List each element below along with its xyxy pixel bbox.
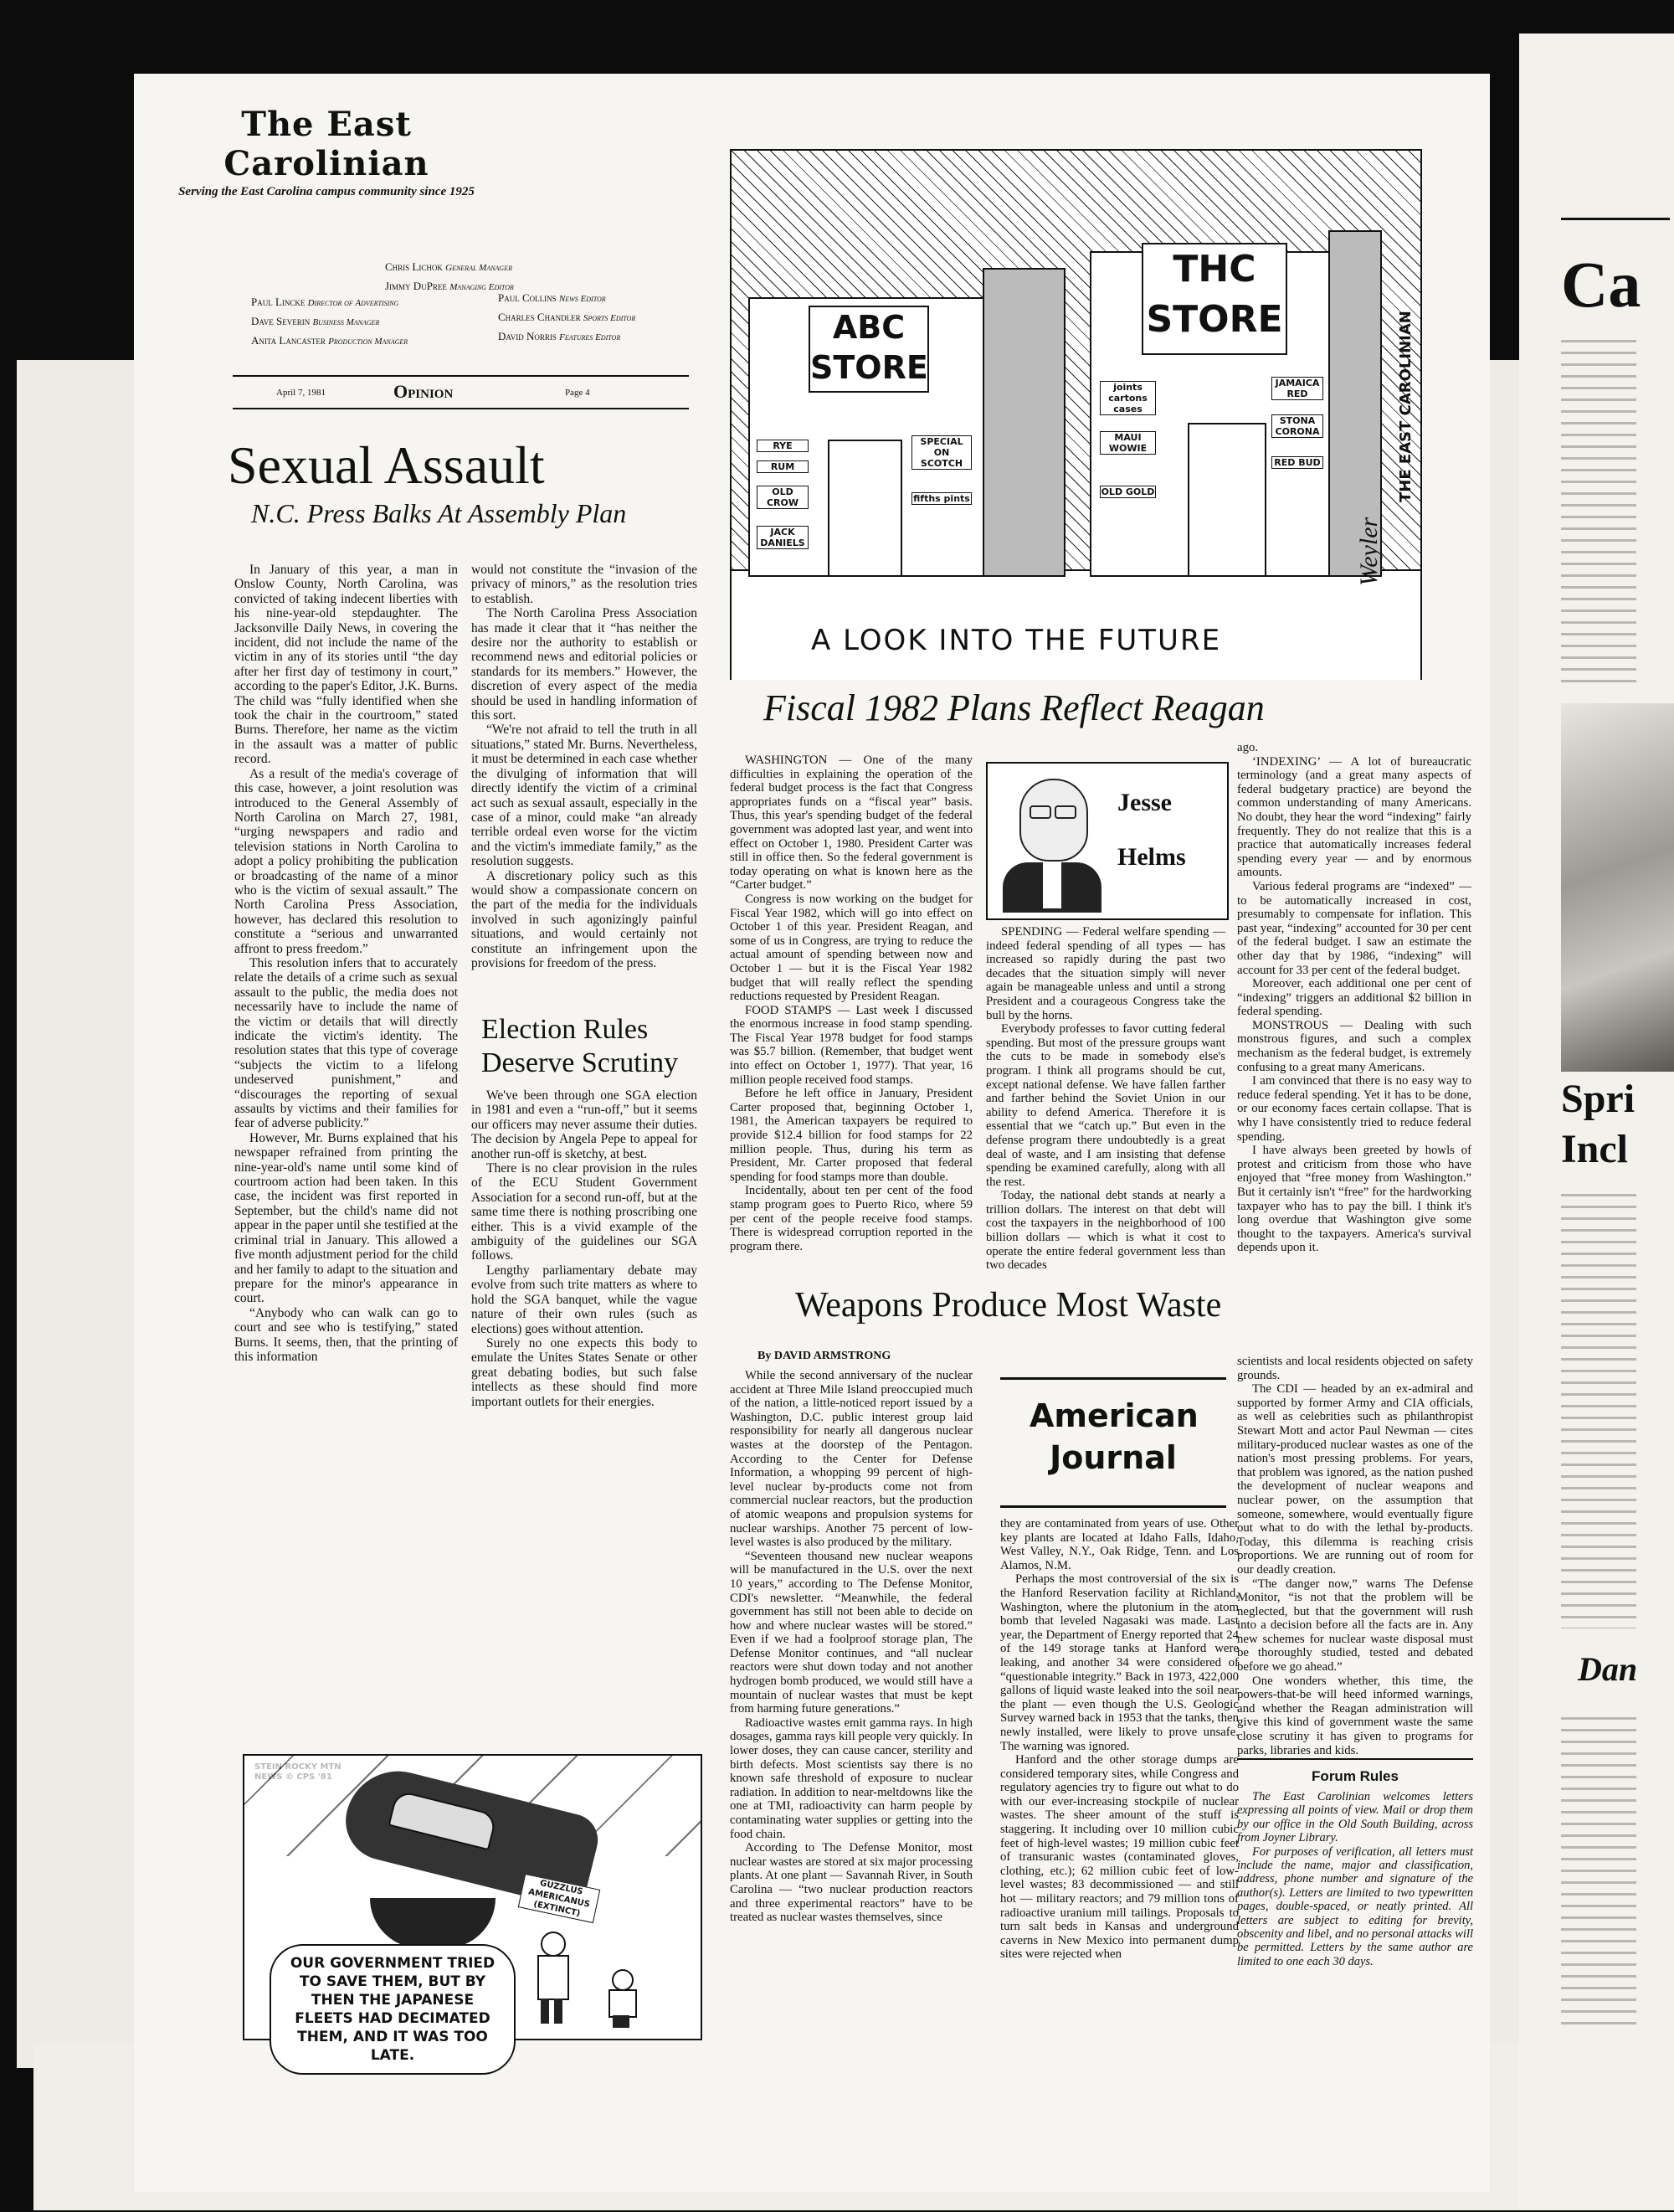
paragraph: Surely no one expects this body to emulate the Unites States Senate or other great debating bodies, but such false intellects as these should find more important outlets for their energies. (471, 1335, 697, 1409)
whale-tail (370, 1898, 496, 1948)
guzzlus-tag: GUZZLUS AMERICANUS (EXTINCT) (518, 1874, 601, 1923)
paragraph: For purposes of verification, all letters must include the name, major and classification, address, phone number and signature of the author(s). Letters are limited to two typewritten pages, double-spaced, or neatly printed. All letters are subject to editing for brevity, obscenity and libel, and no personal attacks will be permitted. Letters by the same author are limited to one each 30 days. (1237, 1844, 1473, 1968)
paragraph: they are contaminated from years of use. Other key plants are located at Idaho Falls, Idaho, West Valley, N.Y., Oak Ridge, Tenn. and Los Alamos, N.M. (1000, 1517, 1239, 1572)
paragraph: Before he left office in January, President Carter proposed that, beginning October 1, 1981, the American taxpayers be required to provide $12.4 billion for food stamps for 22 million people. Thus, during his term as President, Mr. Carter proposed that federal spending for food stamps more than double. (730, 1087, 973, 1184)
cartoon-caption: A LOOK INTO THE FUTURE (811, 624, 1222, 657)
folio-page: Page 4 (565, 388, 590, 398)
paragraph: While the second anniversary of the nuclear accident at Three Mile Island preoccupied much of the nation, a little-noticed report issued by a Washington, D.C. public interest group laid responsibility for nearly all dangerous nuclear wastes at the doorstep of the Pentagon. According to the Center for Defense Information, a whopping 99 percent of high-level nuclear by-products come not from commercial nuclear reactors, but the production of atomic weapons and propulsion systems for nuclear warships. Another 75 percent of low-level wastes is also produced by the military. (730, 1369, 973, 1550)
staff-entry: David Norris Features Editor (498, 330, 621, 342)
staff-box-right (498, 289, 635, 347)
staff-entry: Anita Lancaster Production Manager (251, 334, 408, 347)
helms-byline-first: Jesse (1117, 789, 1172, 816)
editorial-headline: Sexual Assault (228, 435, 545, 495)
paragraph: Congress is now working on the budget for Fiscal Year 1982, which will go into effect on October 1 of this year. President Reagan, and some of us in Congress, are trying to reduce the actual amount of spending between now and October 1 — but it is the Fiscal Year 1982 budget that will really reflect the spending reductions requested by President Reagan. (730, 892, 973, 1004)
paragraph: This resolution infers that to accurately relate the details of a crime such as sexual assault to the public, the media does not necessarily have to include the name of the victim or details that will directly indicate the victim's identity. The resolution states that this type of coverage “subjects the victim to a lifelong undeserved punishment,” and “discourages the reporting of sexual assaults by victims and their families for fear of adverse publicity.” (234, 955, 458, 1131)
paragraph: The North Carolina Press Association has made it clear that it “has neither the desire nor the authority to establish or recommend news and editorial policies or standards for its members.” However, the discretion of every aspect of the media should be used in handling information of this sort. (471, 606, 697, 723)
paragraph: Lengthy parliamentary debate may evolve from such trite matters as where to hold the SGA banquet, while the vague nature of their own rules (such as elections) goes without attention. (471, 1263, 697, 1336)
paragraph: WASHINGTON — One of the many difficulties in explaining the operation of the federal budget process is the fact that Congress appropriates funds on a “fiscal year” basis. Thus, this year's spending budget of the federal government was adopted last year, and went into effect on October 1, 1980. President Carter was still in office then. So the federal government is today operating on what is known here as the “Carter budget.” (730, 754, 973, 893)
sign-maui-wowie: MAUI WOWIE (1100, 431, 1156, 455)
paragraph: A discretionary policy such as this would show a compassionate concern on the part of the media for the individuals involved in such agonizingly painful situations, and would certainly not constitute an infringement upon the provisions for freedom of the press. (471, 868, 697, 970)
adjacent-italic: Dan (1578, 1650, 1638, 1688)
adjacent-text-2 (1561, 1185, 1636, 1628)
editorial-cartoon-stores (730, 149, 1422, 680)
adjacent-text-1 (1561, 331, 1636, 691)
paragraph: I am convinced that there is no easy way to reduce federal spending. Yet it has to be done, or our economy faces certain collapse. That is why I have consistently tried to reduce federal spending. (1237, 1074, 1471, 1144)
staff-entry: Jimmy DuPree Managing Editor (385, 280, 514, 292)
weapons-byline: By DAVID ARMSTRONG (757, 1350, 891, 1362)
paragraph: Incidentally, about ten per cent of the food stamp program goes to Puerto Rico, where 59 per cent of the people receive food stamps. There is widespread corruption reported in the program there. (730, 1184, 973, 1253)
staff-box-left (251, 293, 408, 351)
paragraph: The East Carolinian welcomes letters expressing all points of view. Mail or drop them by our office in the Old South Building, across from Joyner Library. (1237, 1790, 1473, 1845)
helms-column-2 (986, 925, 1225, 1273)
editorial-column-1 (234, 563, 458, 1743)
sign-jack-daniels: JACK DANIELS (757, 526, 809, 549)
cartoon-signature: Weyler (1355, 517, 1383, 586)
forum-rules-box (1237, 1758, 1473, 1968)
sign-joints: joints cartons cases (1100, 381, 1156, 415)
folio-date: April 7, 1981 (276, 388, 326, 398)
paragraph: “The danger now,” warns The Defense Monitor, “is not that the problem will be neglected, but that the government will rush into a decision before all the facts are in. Any new schemes for nuclear waste disposal must be thoroughly studied, tested and debated before we go ahead.” (1237, 1577, 1473, 1674)
paragraph: “Anybody who can walk can go to court and see who is testifying,” stated Burns. It seems, then, that the printing of this information (234, 1305, 458, 1364)
paragraph: I have always been greeted by howls of protest and criticism from those who have enjoyed that “free money from Washington.” But it certainly isn't “free” for the hardworking taxpayer who has to pay the bill. I think it's long overdue that Washington give some thought to the taxpayers. America's survival depends upon it. (1237, 1144, 1471, 1255)
staff-box-top (385, 258, 514, 296)
staff-entry: Paul Lincke Director of Advertising (251, 296, 399, 308)
sign-rum: RUM (757, 460, 809, 473)
paragraph: Hanford and the other storage dumps are considered temporary sites, while Congress and regulatory agencies try to figure out what to do with our ever-increasing stockpile of nuclear wastes. The sheer amount of the stuff is staggering. It including over 10 million cubic feet of high-level wastes; 19 million cubic feet of transuranic wastes (contaminated gloves, clothing, etc.); 62 million cubic feet of low-level wastes; 83 decommissioned — and still hot — military reactors; and 79 million tons of radioactive uranium mill tailings. Proposals to turn salt beds in Kansas and underground caverns in New Mexico into permanent dump sites were rejected when (1000, 1753, 1239, 1962)
paragraph: SPENDING — Federal welfare spending — indeed federal spending of all types — has increased so rapidly during the past two decades that the situation simply will never again be manageable unless and until a strong President and a courageous Congress take the bull by the horns. (986, 925, 1225, 1022)
helms-headline: Fiscal 1982 Plans Reflect Reagan (763, 687, 1265, 728)
masthead (134, 105, 519, 199)
paragraph: “We're not afraid to tell the truth in all situations,” stated Mr. Burns. Nevertheless, it must be determined in each case whether the divulging of information that will directly identify the victim of a criminal act such as sexual assault, especially in the case of a minor, could make “an already terrible ordeal even worse for the victim and the victim's immediate family,” as the resolution suggests. (471, 723, 697, 869)
forum-rules-title: Forum Rules (1312, 1768, 1399, 1784)
editorial-column-2 (471, 563, 697, 994)
helms-column-1 (730, 754, 973, 1260)
sign-rye: RYE (757, 440, 809, 452)
sign-red-bud: RED BUD (1271, 456, 1323, 469)
adjacent-subhead-1: Spri (1561, 1077, 1635, 1121)
staff-entry: Paul Collins News Editor (498, 291, 606, 304)
editorial-subhead: N.C. Press Balks At Assembly Plan (251, 498, 627, 528)
paragraph: However, Mr. Burns explained that his newspaper refrained from printing the nine-year-old's name until some kind of courtroom action had been taken. In this case, the incident was first reported in September, but the child's name did not appear in the paper until she testified at the criminal trial in January. This allowed a five month adjustment period for the child and her family to adapt to the situation and prepare for the minor's appearance in court. (234, 1130, 458, 1306)
paragraph: ago. (1237, 741, 1259, 754)
masthead-title: The East Carolinian (223, 105, 429, 183)
weapons-headline: Weapons Produce Most Waste (795, 1286, 1222, 1325)
forum-rules-text (1237, 1790, 1473, 1968)
cartoon-credit: THE EAST CAROLINIAN (1397, 311, 1415, 502)
paragraph: The CDI — headed by an ex-admiral and supported by former Army and CIA officials, as well as celebrities such as philanthropist Stewart Mott and actor Paul Newman — cites military-produced nuclear wastes as one of the nation's most pressing problems. For years, that problem was ignored, as the nation pushed the development of nuclear weapons and nuclear power, on the assumption that someone, somewhere, would eventually figure out what to do with the lethal by-products. Today, this dilemma is reaching crisis proportions. We are running out of room for our deadly creation. (1237, 1382, 1473, 1577)
abc-door (828, 440, 902, 577)
election-column (471, 1088, 697, 1741)
adjacent-photo (1561, 703, 1674, 1072)
paragraph: There is no clear provision in the rules of the ECU Student Government Association for a second run-off, but at the same time there is nothing proscribing one either. This is a vivid example of the ambiguity of the guidelines our SGA follows. (471, 1161, 697, 1263)
sign-old-gold: OLD GOLD (1101, 486, 1155, 497)
paragraph: Radioactive wastes emit gamma rays. In high dosages, gamma rays kill people very quickly. In lower doses, they can cause cancer, sterility and birth defects. Most scientists say there is no known safe threshold of exposure to nuclear radiation. In addition to near-meltdowns like the one at TMI, radioactivity can harm people by contaminating water supplies or getting into the food chain. (730, 1716, 973, 1841)
paragraph: One wonders whether, this time, the powers-that-be will heed informed warnings, and whether the Reagan administration will give this kind of government waste the same close scrutiny it has given to programs for parks, libraries and kids. (1237, 1674, 1473, 1757)
staff-entry: Charles Chandler Sports Editor (498, 311, 636, 323)
paragraph: We've been through one SGA election in 1981 and even a “run-off,” but it seems our officers may never assume their duties. The decision by Angela Pepe to appeal for another run-off is sketchy, at best. (471, 1088, 697, 1161)
paragraph: Today, the national debt stands at nearly a trillion dollars. The interest on that debt will cost the taxpayers in the neighborhood of 100 billion dollars — which is what it cost to operate the entire federal government less than two decades (986, 1189, 1225, 1273)
american-journal-title: American Journal (1030, 1397, 1199, 1476)
helms-byline-last: Helms (1117, 843, 1186, 871)
adjacent-headline: Ca (1561, 248, 1641, 321)
paragraph: As a result of the media's coverage of this case, however, a joint resolution was introduced to the General Assembly of North Carolina on March 27, 1981, “urging newspapers and radio and television stations in North Carolina to adopt a policy prohibiting the publication or broadcasting of the name of a minor who is the victim of sexual assault.” The North Carolina Press Association, however, has declared this resolution to constitute a “serious and unwarranted affront to press freedom.” (234, 766, 458, 956)
editorial-cartoon-whale (243, 1754, 702, 2064)
weapons-column-3 (1237, 1355, 1473, 1757)
sign-jamaica-red: JAMAICA RED (1271, 377, 1323, 400)
figure-child (608, 1969, 634, 2028)
paragraph: FOOD STAMPS — Last week I discussed the enormous increase in food stamp spending. The Fiscal Year 1978 budget for food stamps was $5.7 billion. (Remember, that budget went into effect on October 1, 1977). That year, 16 million people received food stamps. (730, 1003, 973, 1087)
cartoon-speech-bubble: OUR GOVERNMENT TRIED TO SAVE THEM, BUT BY THEN THE JAPANESE FLEETS HAD DECIMATED THEM, AND IT WAS TOO LATE. (270, 1944, 516, 2075)
helms-column-3 (1237, 741, 1471, 1260)
paragraph: “Seventeen thousand new nuclear weapons will be manufactured in the U.S. over the next 10 years,” according to The Defense Monitor, CDI's newsletter. “Meanwhile, the federal government has still not been able to decide on how and where nuclear wastes will be stored.” Even if we had a foolproof storage plan, The Defense Monitor continues, and “all nuclear reactors were shut down today and not another hydrogen bomb produced, we would still have a mountain of nuclear wastes that must be kept from harming future generations.” (730, 1549, 973, 1716)
sign-old-crow: OLD CROW (757, 486, 809, 509)
sign-fifths-pints: fifths pints (911, 492, 972, 505)
paragraph: scientists and local residents objected on safety grounds. (1237, 1355, 1473, 1382)
paragraph: ‘INDEXING’ — A lot of bureaucratic terminology (and a great many aspects of federal budgetary practice) are beyond the common understanding of many Americans. No doubt, they hear the word “indexing” fairly frequently. They do not realize that this is a practice that automatically increases federal spending every year — and by enormous amounts. (1237, 754, 1471, 880)
adjacent-subhead-2: Incl (1561, 1127, 1629, 1171)
abc-store-side (983, 268, 1066, 577)
abc-store-sign: ABC STORE (809, 306, 929, 393)
thc-store-sign: THC STORE (1142, 243, 1287, 355)
helms-portrait (1003, 770, 1101, 913)
staff-entry: Chris Lichok General Manager (385, 260, 512, 273)
folio-rule-bottom (233, 408, 689, 409)
paragraph: MONSTROUS — Dealing with such monstrous figures, and such a complex mechanism as the federal budget, is extremely confusing to a great many Americans. (1237, 1018, 1471, 1074)
paragraph: would not constitute the “invasion of the privacy of minors,” as the resolution tries to establish. (471, 563, 697, 606)
paragraph: In January of this year, a man in Onslow County, North Carolina, was convicted of taking indecent liberties with his nine-year-old stepdaughter. The Jacksonville Daily News, in covering the incident, did not include the name of the victim in any of its stories until “the day after her first day of testimony in court,” according to the paper's Editor, J.K. Burns. The child was “fully identified when she took the chair in the courtroom,” stated Burns. Therefore, her name as the victim in the assault was a matter of public record. (234, 563, 458, 767)
sign-stona-corona: STONA CORONA (1271, 414, 1323, 438)
weapons-column-2 (1000, 1517, 1239, 2043)
paragraph: Perhaps the most controversial of the six is the Hanford Reservation facility at Richland, Washington, where the plutonium in the atom bomb that leveled Nagasaki was made. Last year, the Department of Energy reported that 24 of the 149 storage tanks at Hanford were leaking, and another 34 were considered of “questionable integrity.” Back in 1973, 422,000 gallons of liquid waste leaked into the soil near the plant — even though the U.S. Geologic Survey warned back in 1953 that the tanks, then newly installed, were likely to prove unsafe. The warning was ignored. (1000, 1572, 1239, 1753)
election-headline: Election Rules Deserve Scrutiny (481, 1014, 679, 1078)
adjacent-text-3 (1561, 1708, 1636, 2026)
figure-adult (537, 1932, 566, 2024)
thc-door (1188, 423, 1266, 577)
staff-entry: Dave Severin Business Manager (251, 315, 380, 327)
paragraph: Various federal programs are “indexed” — to be automatically increased in cost, presumably to compensate for inflation. This past year, “indexing” accounted for 30 per cent of the federal budget. I saw an estimate the other day that by 1986, “indexing” will account for 33 per cent of the federal budget. (1237, 879, 1471, 977)
paragraph: Moreover, each additional one per cent of “indexing” triggers an additional $2 billion in federal spending. (1237, 977, 1471, 1019)
folio-rule-top (233, 375, 689, 377)
sign-special-scotch: SPECIAL ON SCOTCH (911, 435, 972, 470)
paragraph: Everybody professes to favor cutting federal spending. But most of the pressure groups want the cuts to be made in somebody else's program. I think all programs should be cut, except national defense. We have fallen farther and farther behind the Soviet Union in our ability to defend America. Therefore it is essential that we “catch up.” But even in the defense program there undoubtedly is a great deal of waste, and I am insisting that defense spending be examined carefully, along with all the rest. (986, 1022, 1225, 1189)
american-journal-box (1000, 1377, 1226, 1508)
weapons-column-1 (730, 1369, 973, 2043)
masthead-tagline: Serving the East Carolina campus community since 1925 (178, 185, 475, 198)
adjacent-page (1519, 33, 1674, 2210)
folio-section: Opinion (393, 381, 454, 402)
paragraph: According to The Defense Monitor, most nuclear wastes are stored at six major processing plants. At one plant — Savannah River, in South Carolina — “two nuclear production reactors and three experimental reactors” have to be treated as nuclear wastes themselves, since (730, 1841, 973, 1925)
helms-photo-box (986, 762, 1229, 920)
